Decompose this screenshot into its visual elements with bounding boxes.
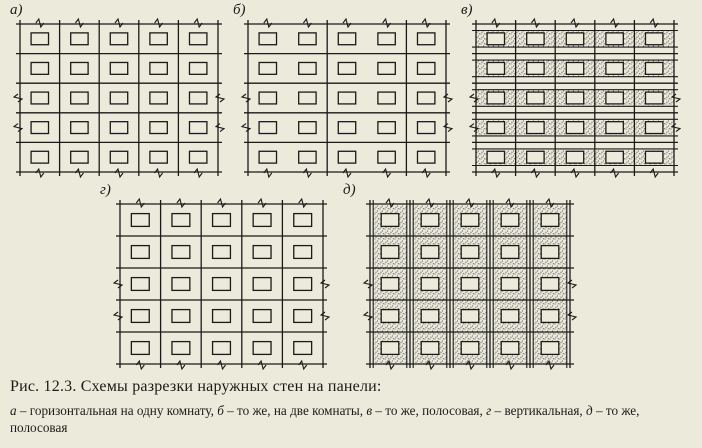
window <box>31 122 48 134</box>
window <box>541 214 559 227</box>
scheme-label-g: г) <box>100 182 111 198</box>
window <box>501 278 519 291</box>
window <box>645 62 662 74</box>
break-mark <box>383 19 391 27</box>
window <box>606 33 623 45</box>
window <box>338 62 355 74</box>
window <box>294 246 312 259</box>
window <box>259 151 276 163</box>
window <box>213 246 231 259</box>
window <box>566 92 583 104</box>
window <box>461 310 479 323</box>
legend-letter-d: д <box>586 403 593 418</box>
window <box>378 33 395 45</box>
legend-text-g: вертикальная, <box>504 403 583 418</box>
window <box>110 92 127 104</box>
scheme-label-d: д) <box>343 182 356 198</box>
window <box>487 62 504 74</box>
window <box>417 33 434 45</box>
window <box>259 122 276 134</box>
window <box>299 33 316 45</box>
window <box>461 342 479 355</box>
window <box>378 62 395 74</box>
break-mark <box>242 124 250 132</box>
window <box>378 122 395 134</box>
window <box>541 310 559 323</box>
window <box>172 342 190 355</box>
window <box>417 122 434 134</box>
break-mark <box>303 19 311 27</box>
window <box>606 62 623 74</box>
window <box>566 122 583 134</box>
window <box>461 214 479 227</box>
legend-dash: – <box>19 403 27 418</box>
window <box>71 33 88 45</box>
break-mark <box>364 312 372 320</box>
break-mark <box>194 19 202 27</box>
window <box>417 62 434 74</box>
window <box>417 151 434 163</box>
window <box>131 246 149 259</box>
break-mark <box>422 19 430 27</box>
break-mark <box>611 19 619 27</box>
break-mark <box>258 199 266 207</box>
window <box>527 151 544 163</box>
break-mark <box>444 124 452 132</box>
window <box>338 33 355 45</box>
legend-text-d: то же, полосовая <box>10 403 640 435</box>
window <box>501 214 519 227</box>
break-mark <box>364 280 372 288</box>
break-mark <box>492 19 500 27</box>
break-mark <box>264 169 272 177</box>
window <box>259 62 276 74</box>
legend-text-v: то же, полосовая, <box>385 403 483 418</box>
window <box>213 310 231 323</box>
window <box>110 33 127 45</box>
window <box>299 92 316 104</box>
window <box>299 122 316 134</box>
window <box>487 33 504 45</box>
window <box>189 33 206 45</box>
window <box>253 246 271 259</box>
window <box>381 342 399 355</box>
window <box>150 33 167 45</box>
window <box>645 92 662 104</box>
window <box>189 92 206 104</box>
window <box>527 92 544 104</box>
legend-text-b: то же, на две комнаты, <box>237 403 364 418</box>
window <box>150 151 167 163</box>
break-mark <box>36 19 44 27</box>
window <box>131 214 149 227</box>
window <box>294 342 312 355</box>
caption-title: Рис. 12.3. Схемы разрезки наружных стен на панели: <box>10 378 382 395</box>
break-mark <box>531 19 539 27</box>
legend-text-a: горизонтальная на одну комнату, <box>29 403 214 418</box>
break-mark <box>136 199 144 207</box>
window <box>381 214 399 227</box>
window <box>31 151 48 163</box>
break-mark <box>242 94 250 102</box>
window <box>417 92 434 104</box>
window <box>31 33 48 45</box>
window <box>213 214 231 227</box>
break-mark <box>422 169 430 177</box>
scheme-label-v: в) <box>461 2 473 18</box>
window <box>31 92 48 104</box>
break-mark <box>264 19 272 27</box>
window <box>541 278 559 291</box>
window <box>566 62 583 74</box>
window <box>421 214 439 227</box>
break-mark <box>321 312 329 320</box>
break-mark <box>303 169 311 177</box>
break-mark <box>321 280 329 288</box>
window <box>259 92 276 104</box>
break-mark <box>14 124 22 132</box>
window <box>71 122 88 134</box>
figure-caption <box>10 378 700 436</box>
break-mark <box>218 199 226 207</box>
window <box>338 151 355 163</box>
break-mark <box>568 312 576 320</box>
scheme-g-diagram <box>114 198 329 370</box>
window <box>566 33 583 45</box>
window <box>213 342 231 355</box>
window <box>110 62 127 74</box>
window <box>172 310 190 323</box>
window <box>213 278 231 291</box>
scheme-v-diagram <box>470 18 680 178</box>
window <box>294 278 312 291</box>
window <box>461 246 479 259</box>
window <box>299 62 316 74</box>
legend-letter-v: в <box>366 403 373 418</box>
window <box>259 33 276 45</box>
break-mark <box>258 361 266 369</box>
window <box>381 278 399 291</box>
break-mark <box>531 169 539 177</box>
window <box>172 278 190 291</box>
window <box>645 151 662 163</box>
window <box>421 278 439 291</box>
break-mark <box>115 169 123 177</box>
window <box>606 122 623 134</box>
window <box>527 62 544 74</box>
legend-dash: – <box>375 403 382 418</box>
window <box>131 342 149 355</box>
break-mark <box>216 94 224 102</box>
break-mark <box>75 169 83 177</box>
window <box>189 151 206 163</box>
break-mark <box>650 19 658 27</box>
window <box>378 92 395 104</box>
window <box>71 92 88 104</box>
legend-dash: – <box>227 403 234 418</box>
window <box>110 151 127 163</box>
window <box>566 151 583 163</box>
window <box>299 151 316 163</box>
legend-letter-a: а <box>10 403 17 418</box>
window <box>150 62 167 74</box>
break-mark <box>177 361 185 369</box>
window <box>606 151 623 163</box>
window <box>253 310 271 323</box>
break-mark <box>611 169 619 177</box>
break-mark <box>343 19 351 27</box>
window <box>645 122 662 134</box>
window <box>172 214 190 227</box>
scheme-d-diagram <box>364 198 576 370</box>
window <box>150 122 167 134</box>
break-mark <box>136 361 144 369</box>
break-mark <box>36 169 44 177</box>
break-mark <box>218 361 226 369</box>
break-mark <box>115 19 123 27</box>
window <box>172 246 190 259</box>
window <box>294 310 312 323</box>
break-mark <box>299 199 307 207</box>
break-mark <box>177 199 185 207</box>
window <box>378 151 395 163</box>
break-mark <box>14 94 22 102</box>
break-mark <box>75 19 83 27</box>
break-mark <box>568 280 576 288</box>
window <box>461 278 479 291</box>
window <box>487 151 504 163</box>
window <box>253 278 271 291</box>
break-mark <box>216 124 224 132</box>
break-mark <box>650 169 658 177</box>
legend-dash: – <box>494 403 502 418</box>
window <box>501 310 519 323</box>
window <box>131 310 149 323</box>
break-mark <box>155 169 163 177</box>
break-mark <box>299 361 307 369</box>
scheme-label-b: б) <box>233 2 246 18</box>
window <box>338 122 355 134</box>
window <box>131 278 149 291</box>
window <box>421 310 439 323</box>
window <box>71 62 88 74</box>
window <box>381 310 399 323</box>
window <box>110 122 127 134</box>
scheme-a-diagram <box>14 18 224 178</box>
break-mark <box>194 169 202 177</box>
legend-letter-b: б <box>217 403 224 418</box>
window <box>31 62 48 74</box>
window <box>645 33 662 45</box>
window <box>421 246 439 259</box>
window <box>189 62 206 74</box>
window <box>150 92 167 104</box>
window <box>253 214 271 227</box>
window <box>501 342 519 355</box>
window <box>501 246 519 259</box>
window <box>71 151 88 163</box>
caption-legend <box>10 402 700 436</box>
window <box>421 342 439 355</box>
window <box>606 92 623 104</box>
scheme-b-diagram <box>242 18 452 178</box>
window <box>189 122 206 134</box>
break-mark <box>155 19 163 27</box>
break-mark <box>571 169 579 177</box>
break-mark <box>444 94 452 102</box>
break-mark <box>114 312 122 320</box>
window <box>381 246 399 259</box>
window <box>487 92 504 104</box>
legend-dash: – <box>596 403 603 418</box>
window <box>294 214 312 227</box>
window <box>541 342 559 355</box>
break-mark <box>343 169 351 177</box>
scheme-label-a: а) <box>10 2 23 18</box>
window <box>541 246 559 259</box>
window <box>253 342 271 355</box>
legend-letter-g: г <box>486 403 492 418</box>
break-mark <box>114 280 122 288</box>
window <box>338 92 355 104</box>
window <box>487 122 504 134</box>
break-mark <box>383 169 391 177</box>
break-mark <box>492 169 500 177</box>
window <box>527 122 544 134</box>
break-mark <box>571 19 579 27</box>
window <box>527 33 544 45</box>
